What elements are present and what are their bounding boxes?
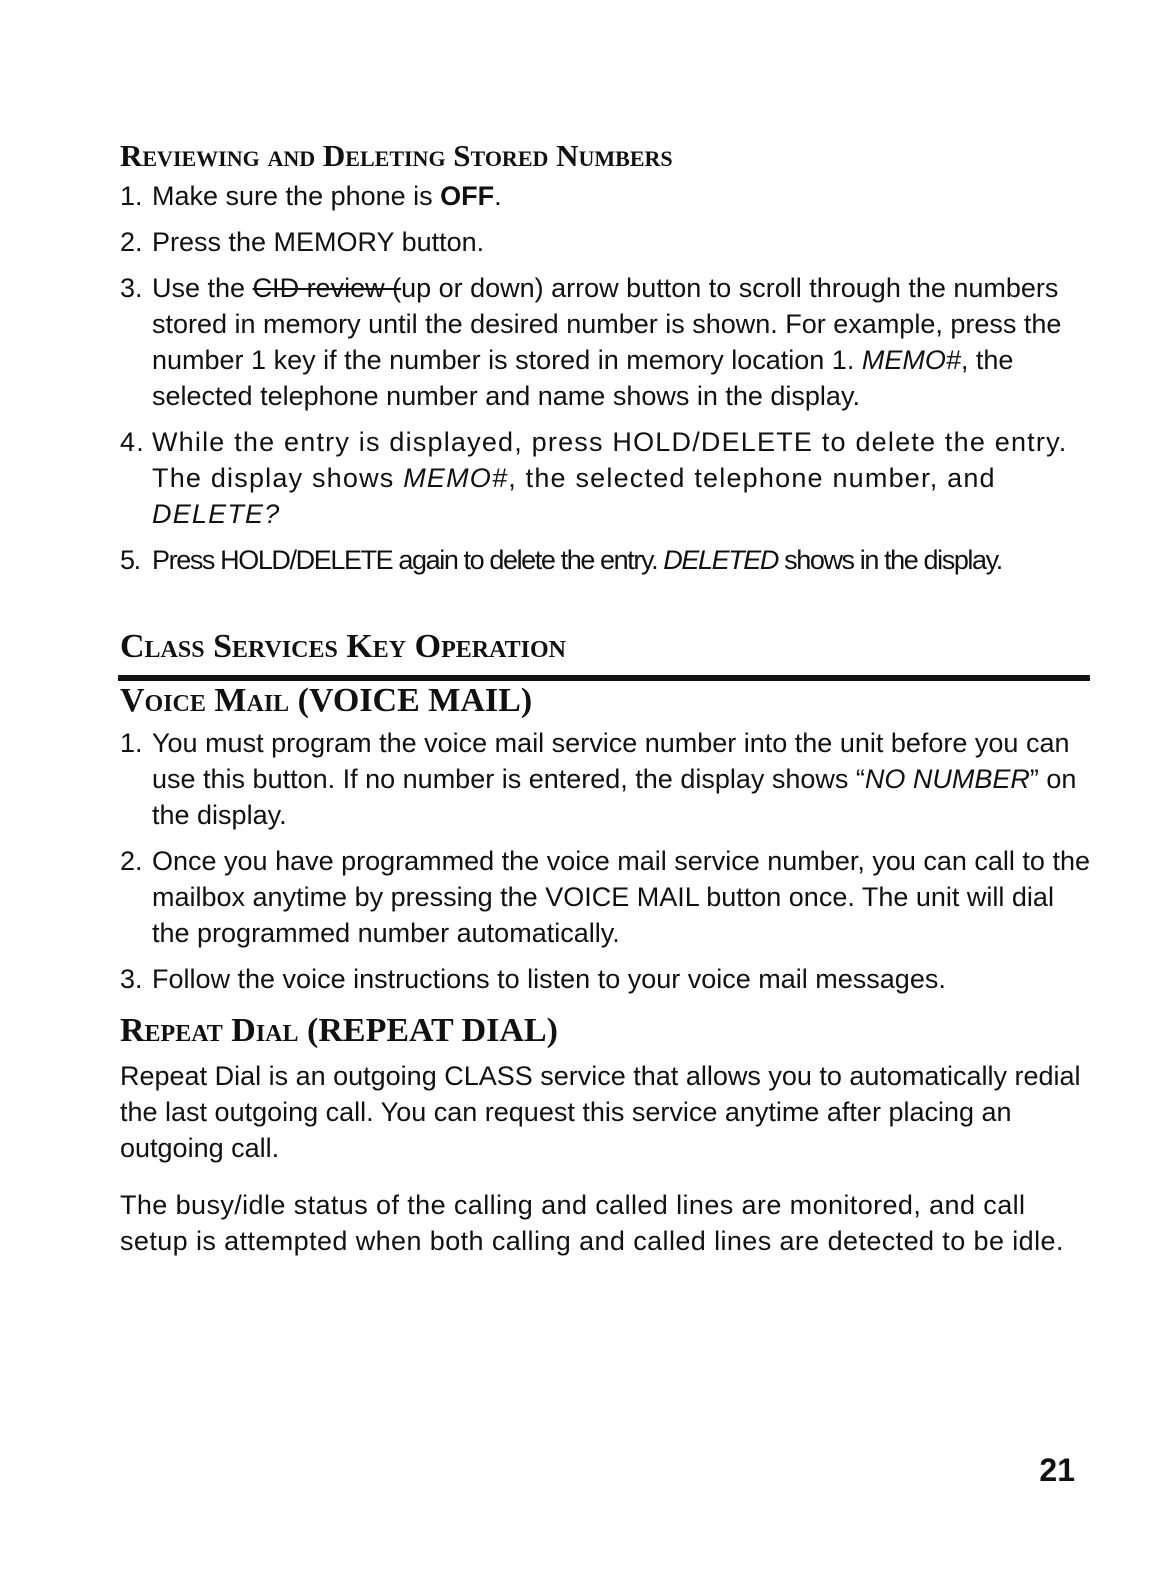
list-item [120, 725, 1090, 833]
step-text: Follow the voice instructions to listen to your voice mail messages. [152, 964, 946, 994]
step-number: 3. [120, 964, 143, 994]
repeat-dial-paragraph-1: Repeat Dial is an outgoing CLASS service that allows you to automatically redial the last outgoing call. You can request this service anytime after placing an outgoing call. [120, 1061, 1081, 1163]
list-item [120, 424, 1090, 532]
step-italic-text: NO NUMBER [864, 764, 1030, 794]
step-number: 1. [120, 728, 143, 758]
step-text-tail: shows in the display. [778, 545, 1002, 575]
step-italic-text: MEMO# [861, 345, 961, 375]
struck-text: CID review ( [252, 273, 402, 303]
page-number: 21 [1039, 1452, 1075, 1488]
step-number: 5. [120, 545, 140, 575]
step-text-tail: , the selected telephone number and name shows in the display. [152, 345, 1014, 411]
heading-small-caps: Repeat Dial [120, 1012, 299, 1049]
step-italic-text: MEMO# [403, 463, 509, 493]
step-text: Use the [152, 273, 253, 303]
step-bold-text: OFF [440, 181, 495, 211]
step-italic-text: DELETED [663, 545, 779, 575]
section-heading-repeat-dial [120, 1012, 558, 1050]
step-number: 2. [120, 227, 143, 257]
heading-plain: (REPEAT DIAL) [307, 1012, 558, 1049]
step-number: 4. [120, 427, 145, 457]
heading-small-caps: Voice Mail [120, 682, 290, 719]
step-text: Press the MEMORY button. [152, 227, 485, 257]
reviewing-steps-list [120, 178, 1090, 588]
step-text: Once you have programmed the voice mail service number, you can call to the mailbox anytime by pressing the VOICE MAIL button once. The unit will dial the programmed number automatically. [152, 846, 1090, 948]
voice-mail-steps-list [120, 725, 1090, 1007]
list-item [120, 178, 1090, 214]
step-text-tail: . [494, 181, 502, 211]
heading-plain: (VOICE MAIL) [297, 682, 533, 719]
section-divider [118, 675, 1090, 681]
step-text: While the entry is displayed, press HOLD/DELETE to delete the entry. The display shows [152, 427, 1068, 493]
step-text-continued: , the selected telephone number, and [508, 463, 996, 493]
list-item [120, 224, 1090, 260]
section-heading-voice-mail [120, 682, 532, 720]
step-italic-text: DELETE? [152, 499, 281, 529]
step-number: 3. [120, 273, 143, 303]
step-text: You must program the voice mail service number into the unit before you can use this button. If no number is entered, the display shows “ [152, 728, 1070, 794]
step-text-tail: ” on the display. [152, 764, 1077, 830]
step-text: Press HOLD/DELETE again to delete the entry. [152, 545, 664, 575]
section-heading-class-services: Class Services Key Operation [120, 628, 566, 665]
step-number: 1. [120, 181, 143, 211]
list-item [120, 270, 1090, 414]
step-text: Make sure the phone is [152, 181, 441, 211]
list-item [120, 843, 1090, 951]
repeat-dial-paragraph-2: The busy/idle status of the calling and called lines are monitored, and call setup is attempted when both calling and called lines are detected to be idle. [120, 1190, 1064, 1256]
step-text-continued: up or down) arrow button to scroll through the numbers stored in memory until the desired number is shown. For example, press the number 1 key if the number is stored in memory location 1. [152, 273, 1062, 375]
section-heading-reviewing: Reviewing and Deleting Stored Numbers [120, 138, 673, 173]
list-item [120, 961, 1090, 997]
step-number: 2. [120, 846, 143, 876]
list-item [120, 542, 1090, 578]
